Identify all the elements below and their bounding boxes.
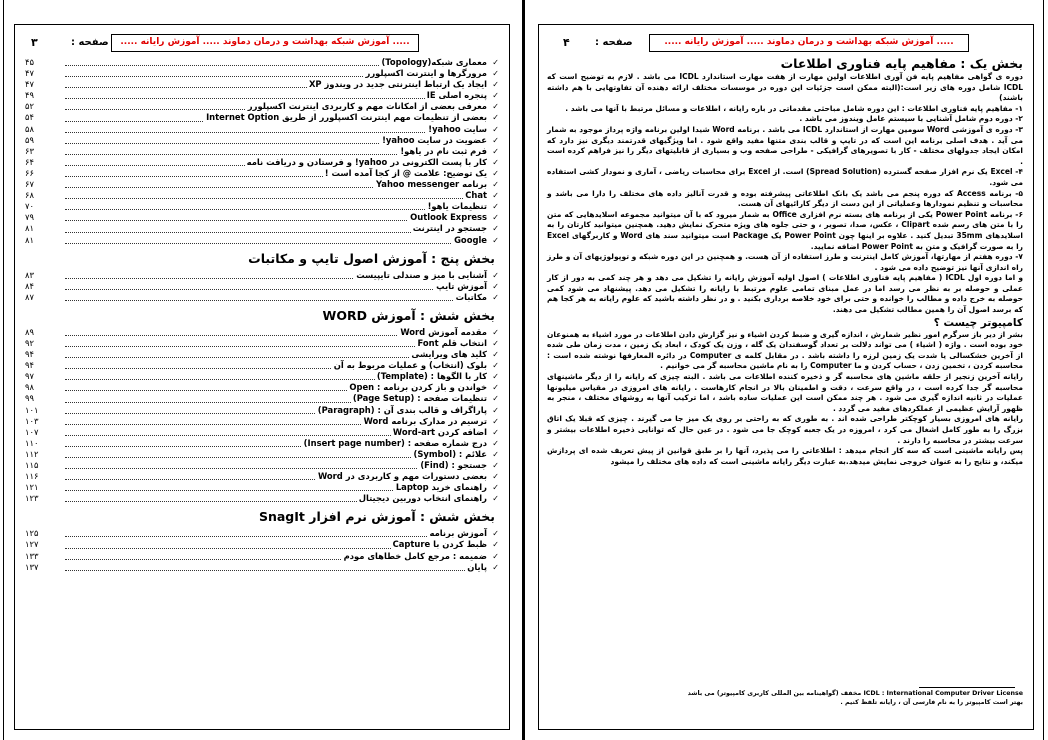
toc-entry-page: ۸۱: [25, 223, 34, 234]
check-mark-icon: ✓: [492, 529, 499, 539]
toc-entry: [25, 201, 499, 212]
check-mark-icon: ✓: [492, 372, 499, 382]
toc-entry-page: ۵۲: [25, 101, 34, 112]
toc-entry: [25, 349, 499, 360]
paragraph: رایانه آخرین زنجیر از حلقه ماشین های محاسبه گر و ذخیره کننده اطلاعات می باشد . البته چیزی که رایانه را از دیگر ماشینهای محاسبه گر جدا کرده است ، در واقع سرعت ، دقت و اطمینان بالا در انجام کارهاست . رایانه های امروزی در مقیاس میلیونها عملیات در ثانیه اندازه گیری می شود . هر چند ممکن است این عملیات ساده باشد ، اما ترکیب آنها به روشهای مختلف ، منجر به ظهور آرایش عظیمی از عملکردهای مفید می گردد .: [547, 372, 1023, 413]
toc-entry-title: معرفی بعضی از امکانات مهم و کاربردی اینترنت اکسپلورر: [247, 101, 487, 112]
toc-entry-page: ۵۴: [25, 112, 34, 123]
toc-group: [25, 57, 499, 246]
page-label: صفحه :: [595, 37, 633, 48]
toc-entry-title: جستجو : (Find): [420, 460, 487, 470]
sheet-edge-right: [1043, 0, 1044, 740]
check-mark-icon: ✓: [492, 449, 499, 459]
toc-entry: [25, 68, 499, 79]
dot-leader: [65, 289, 487, 290]
section-title: بخش یک : مفاهیم پایه فناوری اطلاعات: [780, 56, 1023, 71]
check-mark-icon: ✓: [492, 361, 499, 371]
toc-entry: [25, 292, 499, 303]
toc-entry-title: درج شماره صفحه : (Insert page number): [303, 437, 487, 448]
check-mark-icon: ✓: [492, 483, 499, 493]
toc-entry-page: ۴۵: [25, 57, 34, 67]
footnote: ICDL : International Computer Driver License مخفف (گواهینامه بین المللی کاربری کامپیوتر) می باشد: [687, 690, 1023, 697]
paragraph: ۲- دوره دوم شامل آشنایی با سیستم عامل ویندوز می باشد .: [799, 114, 1023, 124]
toc-entry: [25, 179, 499, 190]
toc-entry: [25, 562, 499, 573]
toc-entry-title: Google: [454, 234, 487, 245]
paragraph-block: [547, 330, 1023, 468]
toc-entry-title: آموزش تایپ: [436, 280, 487, 291]
toc-entry: [25, 528, 499, 539]
toc-entry-title: معماری شبکه(Topology): [381, 57, 487, 67]
toc-entry: [25, 471, 499, 482]
toc-entry: [25, 281, 499, 292]
toc-group: [25, 327, 499, 505]
toc-entry-page: ۸۳: [25, 269, 34, 280]
toc-entry-title: یک توضیح: علامت @ از کجا آمده است !: [324, 167, 487, 178]
toc-entry-page: ۶۳: [25, 145, 34, 156]
toc-entry-page: ۱۳۳: [25, 550, 39, 561]
toc-entry-page: ۸۹: [25, 326, 34, 337]
toc-entry-title: سایت yahoo!: [428, 123, 487, 134]
toc-entry: [25, 449, 499, 460]
check-mark-icon: ✓: [492, 80, 499, 90]
toc-entry-title: پایان: [467, 561, 487, 572]
toc-entry: [25, 327, 499, 338]
paragraph: پس رایانه ماشینی است که سه کار انجام میدهد : اطلاعاتی را می پذیرد، آنها را بر طبق قوانین از پیش تعریف شده ای پردازش میکند، و نتایج را به عنوان خروجی نمایش میدهد.به عبارت دیگر رایانه ماشینی است که داده های مختلف را میشود: [547, 446, 1023, 466]
check-mark-icon: ✓: [492, 562, 499, 572]
page-label: صفحه :: [71, 37, 109, 48]
header-title-box: ..... آموزش شبکه بهداشت و درمان دماوند ..... آموزش رایانه .....: [649, 34, 969, 52]
toc-entry-title: بعضی دستورات مهم و کاربردی در Word: [317, 471, 487, 482]
toc-entry-title: انتخاب قلم Font: [417, 337, 487, 348]
toc-entry-page: ۵۹: [25, 134, 34, 145]
check-mark-icon: ✓: [492, 224, 499, 234]
toc-entry-page: ۱۰۱: [25, 404, 39, 415]
toc-entry-page: ۱۰۷: [25, 426, 39, 437]
toc-entry: [25, 382, 499, 393]
toc-entry: [25, 493, 499, 504]
paragraph: ۶- برنامه Power Point یکی از برنامه های بسته نرم افزاری Office به شمار میرود که با آن میتوانید مجموعه اسلایدهایی که متن را با متن های رسم شده Clipart ، عکس، صدا، تصویر ، و حتی جلوه های ویژه متحرک نمایش دهید. همچنین میتوانید کارتان را به اسلایدهای 35mm تبدیل کنید . علاوه بر اینها چون Power Point یک Package است میتوانید سند های Word و کاربرگهای Excel را به صورت گرافیک و متن به Power Point اضافه نمایید.: [547, 209, 1024, 251]
toc-entry-title: ظبط کردن با Capture: [392, 539, 487, 550]
paragraph: بشر از دیر باز سرگرم امور نظیر شمارش ، اندازه گیری و ضبط کردن اشیاء و نیز گزارش دادن اطلاعات در مورد اشیاء به همنوعان خود بوده است . واژه ( اشیاء ) می تواند دلالت بر تعداد گوسفندان یک گله ، وزن یک کودک ، ابعاد یک زمین ، مدت زمان طی شده از آخرین خشکسالی یا شدت یک زمین لرزه را داشته باشد . در مقابل کلمه ی Computer در دائره المعارفها نوشته شده است : محاسبه کردن ، تخمین زدن ، حساب کردن و ما Computer را به نام ماشین محاسبه گر می خوانیم .: [547, 329, 1023, 371]
toc-entry: [25, 146, 499, 157]
toc-entry-title: راهنمای انتخاب دوربین دیجیتال: [358, 493, 487, 504]
sheet-edge-left: [3, 0, 4, 740]
check-mark-icon: ✓: [492, 494, 499, 504]
toc-entry-title: ضمیمه : مرجع کامل خطاهای مودم: [343, 550, 487, 561]
toc-entry-title: جستجو در اینترنت: [412, 223, 487, 234]
toc-entry: [25, 135, 499, 146]
toc-entry-title: ایجاد یک ارتباط اینترنتی جدید در ویندوز XP: [308, 79, 487, 90]
body-text: [547, 55, 1023, 467]
check-mark-icon: ✓: [492, 338, 499, 348]
toc-entry: [25, 79, 499, 90]
toc-group: [25, 528, 499, 572]
toc-entry: [25, 360, 499, 371]
check-mark-icon: ✓: [492, 551, 499, 561]
check-mark-icon: ✓: [492, 58, 499, 67]
toc-entry: [25, 539, 499, 550]
check-mark-icon: ✓: [492, 191, 499, 201]
toc-entry-title: بلوک (انتخاب) و عملیات مربوط به آن: [333, 360, 487, 371]
toc-entry: [25, 57, 499, 68]
toc-entry-title: ترسیم در مدارک برنامه Word: [363, 415, 487, 426]
toc-entry: [25, 427, 499, 438]
paragraph: ۳- دوره ی آموزشی Word سومین مهارت از استاندارد ICDL می باشد . برنامه Word شیدا اولین برنامه واژه پرداز موجود به شمار می آید . هدف اصلی برنامه این است که در تایپ و قالب بندی متنها مفید واقع شود . اما ویژگیهای قدرتمند دیگری نیز دارد که امکان ایجاد جدولهای مختلف - کار با تصویرهای گرافیکی - طراحی صفحه وب و بسیاری از قابلیتهای دیگر را نیز فراهم کرده است .: [547, 124, 1023, 166]
check-mark-icon: ✓: [492, 350, 499, 360]
toc-entry-title: آموزش برنامه: [429, 528, 487, 539]
check-mark-icon: ✓: [492, 281, 499, 291]
dot-leader: [65, 132, 487, 133]
dot-leader: [65, 536, 487, 537]
toc-entry-title: بعضی از تنظیمات مهم اینترنت اکسپلورر از طریق Internet Option: [206, 112, 487, 123]
paragraph: ۱- مفاهیم پایه فناوری اطلاعات : این دوره شامل مباحثی مقدماتی در باره رایانه ، اطلاعات و مسائل مرتبط با آنها می باشد .: [565, 103, 1023, 113]
toc-entry-title: کار با الگوها : (Template): [376, 371, 487, 382]
check-mark-icon: ✓: [492, 124, 499, 134]
toc-entry-title: علائم : (Symbol): [413, 448, 487, 459]
footnotes: [547, 689, 1023, 707]
paragraph: ۴- Excel یک نرم افزار صفحه گسترده (Spread Solution) است. از Excel برای محاسبات ریاضی ، آماری و نمودار کشی استفاده می شود.: [547, 167, 1023, 187]
paragraph: رایانه های امروزی بسیار کوچکتر طراحی شده اند . به طوری که به راحتی بر روی یک میز جا می گیرند . چیزی که قبلا یک اتاق بزرگ را به طور کامل اشغال می کرد ، امروزه در یک جعبه کوچک جا می شود . در عین حال که توانایی ذخیره اطلاعات بیشتر و سرعت بیشتر در محاسبه را دارند .: [547, 414, 1023, 445]
toc-entry: [25, 405, 499, 416]
dot-leader: [65, 98, 487, 99]
toc-entry-page: ۱۱۲: [25, 448, 39, 459]
paragraph-block: [547, 72, 1023, 316]
toc-entry-page: ۱۲۵: [25, 528, 39, 539]
toc-entry-page: ۷۰: [25, 201, 34, 212]
footnote-rule: [919, 687, 1015, 688]
paragraph: و اما دوره اول ICDL ( مفاهیم پایه فناوری اطلاعات ) اصول اولیه آموزش رایانه را تشکیل می دهد و هر چند کمی به دور از کار عملی و حوصله بر به نظر می رسد اما در عمل مبنای تمامی علوم مرتبط با رایانه را تشکیل می دهد. پیشنهاد می شود کمی حوصله به خرج داده و مطالب را خوانده و حتی برای خود خلاصه برداری بکنید . و در نظر داشته باشید که علوم رایانه به هر کجا هم که برسد اصول آن را همین مطالب تشکیل می دهند.: [547, 273, 1023, 315]
toc-entry-page: ۸۱: [25, 234, 34, 245]
toc-entry-page: ۴۷: [25, 79, 34, 90]
toc-entry-page: ۹۲: [25, 337, 34, 348]
check-mark-icon: ✓: [492, 438, 499, 448]
toc-entry: [25, 124, 499, 135]
toc-entry-page: ۱۱۵: [25, 460, 39, 470]
toc-entry-page: ۸۴: [25, 280, 34, 291]
paragraph: ۵- برنامه Access که دوره پنجم می باشد یک بانک اطلاعاتی پیشرفته بوده و قدرت آنالیز داده های مختلف را دارا می باشد و محاسبات و تنظیم نمودارها وعملیاتی از این دست از دیگر کارائیهای آن هست.: [547, 188, 1023, 209]
toc-entry: [25, 416, 499, 427]
check-mark-icon: ✓: [492, 135, 499, 145]
toc-entry-page: ۹۹: [25, 393, 34, 404]
dot-leader: [65, 198, 487, 199]
toc-entry-title: کلید های ویرایشی: [411, 349, 487, 360]
check-mark-icon: ✓: [492, 461, 499, 470]
toc-entry-page: ۶۷: [25, 179, 34, 190]
section-heading: بخش شش : آموزش WORD: [322, 307, 495, 323]
toc-entry: [25, 393, 499, 404]
toc-entry-title: آشنایی با میز و صندلی تایپیست: [356, 269, 487, 280]
check-mark-icon: ✓: [492, 180, 499, 190]
subheading: کامپیوتر چیست ؟: [933, 316, 1023, 329]
dot-leader: [65, 300, 487, 301]
paragraph: دوره ی گواهی مفاهیم پایه فن آوری اطلاعات اولین مهارت از هفت مهارت استاندارد ICDL می باشد . لازم به توضیح است که ICDL شامل دوره های زیر است:(البته ممکن است جزئیات این دوره در موسسات مختلف ارائه دهنده آن تفاوتهایی با هم داشته باشند): [547, 72, 1023, 103]
toc-entry: [25, 112, 499, 123]
check-mark-icon: ✓: [492, 292, 499, 302]
table-of-contents: [25, 57, 499, 573]
toc-entry-title: عضویت در سایت yahoo!: [382, 134, 487, 145]
toc-entry-page: ۸۷: [25, 291, 34, 302]
toc-entry: [25, 482, 499, 493]
toc-entry-title: مرورگرها و اینترنت اکسپلورر: [365, 68, 487, 79]
toc-entry: [25, 371, 499, 382]
toc-entry-title: تنظیمات صفحه : (Page Setup): [352, 393, 487, 404]
toc-entry-page: ۴۷: [25, 68, 34, 79]
toc-entry: [25, 168, 499, 179]
footnote: بهتر است کامپیوتر را به نام فارسی آن ، رایانه تلفظ کنیم .: [840, 699, 1023, 706]
toc-entry-page: ۶۶: [25, 167, 34, 178]
toc-entry-page: ۷۹: [25, 212, 34, 223]
toc-entry: [25, 270, 499, 281]
section-heading: بخش شش : آموزش نرم افزار SnagIt: [258, 509, 495, 525]
toc-entry-title: برنامه Yahoo messenger: [376, 179, 487, 190]
check-mark-icon: ✓: [492, 235, 499, 245]
toc-entry-title: تنظیمات یاهو!: [427, 201, 487, 212]
check-mark-icon: ✓: [492, 102, 499, 112]
dot-leader: [65, 570, 487, 571]
toc-entry: [25, 460, 499, 471]
check-mark-icon: ✓: [492, 168, 499, 178]
toc-entry-title: فرم ثبت نام در یاهو!: [400, 145, 487, 156]
toc-entry-page: ۶۴: [25, 156, 34, 167]
toc-entry-page: ۹۴: [25, 360, 34, 371]
toc-entry-page: ۵۸: [25, 123, 34, 134]
toc-entry-page: ۱۲۷: [25, 539, 39, 550]
toc-entry-page: ۹۴: [25, 349, 34, 360]
toc-entry: [25, 157, 499, 168]
page-header: [23, 34, 501, 52]
toc-entry: [25, 223, 499, 234]
check-mark-icon: ✓: [492, 472, 499, 482]
check-mark-icon: ✓: [492, 91, 499, 101]
toc-entry-title: Outlook Express: [410, 212, 487, 223]
toc-entry-page: ۱۲۱: [25, 482, 39, 493]
toc-entry-page: ۱۲۳: [25, 493, 39, 504]
check-mark-icon: ✓: [492, 405, 499, 415]
page-header: [547, 34, 1025, 52]
check-mark-icon: ✓: [492, 427, 499, 437]
toc-entry: [25, 338, 499, 349]
toc-entry: [25, 551, 499, 562]
toc-entry-page: ۱۱۰: [25, 437, 39, 448]
check-mark-icon: ✓: [492, 394, 499, 404]
toc-entry: [25, 190, 499, 201]
toc-entry: [25, 101, 499, 112]
page-number: ۴: [563, 36, 570, 49]
toc-page: [14, 24, 510, 730]
check-mark-icon: ✓: [492, 113, 499, 123]
toc-entry: [25, 212, 499, 223]
toc-entry: [25, 90, 499, 101]
check-mark-icon: ✓: [492, 416, 499, 426]
toc-entry-title: خواندن و باز کردن برنامه : Open: [349, 382, 487, 393]
check-mark-icon: ✓: [492, 157, 499, 167]
toc-entry-page: ۹۸: [25, 382, 34, 393]
toc-entry-title: مقدمه آموزش Word: [400, 326, 487, 337]
check-mark-icon: ✓: [492, 202, 499, 212]
header-title-box: ..... آموزش شبکه بهداشت و درمان دماوند ..... آموزش رایانه .....: [111, 34, 419, 52]
check-mark-icon: ✓: [492, 270, 499, 280]
dot-leader: [65, 243, 487, 244]
check-mark-icon: ✓: [492, 383, 499, 393]
section-heading: بخش پنج : آموزش اصول تایپ و مکاتبات: [248, 250, 495, 266]
toc-entry-page: ۹۷: [25, 371, 34, 382]
toc-entry-page: ۴۹: [25, 90, 34, 101]
toc-entry-title: اضافه کردن Word-art: [392, 426, 487, 437]
content-page: [538, 24, 1034, 730]
toc-entry: [25, 235, 499, 246]
toc-entry-page: ۱۳۷: [25, 561, 39, 572]
toc-entry-title: پاراگراف و قالب بندی آن : (Paragraph): [317, 404, 487, 415]
toc-entry-title: پنجره اصلی IE: [426, 90, 487, 101]
page-number: ۳: [31, 36, 38, 49]
toc-entry-title: مکاتبات: [455, 291, 487, 302]
check-mark-icon: ✓: [492, 540, 499, 550]
dot-leader: [65, 209, 487, 210]
check-mark-icon: ✓: [492, 213, 499, 223]
toc-entry-page: ۱۱۶: [25, 471, 39, 482]
toc-entry-title: راهنمای خرید Laptop: [395, 482, 487, 493]
toc-entry-page: ۶۸: [25, 190, 34, 201]
check-mark-icon: ✓: [492, 327, 499, 337]
check-mark-icon: ✓: [492, 146, 499, 156]
toc-entry: [25, 438, 499, 449]
check-mark-icon: ✓: [492, 69, 499, 79]
page-divider: [522, 0, 525, 740]
toc-entry-page: ۱۰۳: [25, 415, 39, 426]
paragraph: ۷- دوره هفتم از مهارتها، آموزش کامل اینترنت و طرز استفاده از آن هست. و همچنین در این دوره شبکه و توپولوژیهای آن و طرز راه اندازی آنها نیز توضیح داده می شود .: [547, 252, 1023, 272]
toc-entry-title: Chat: [465, 190, 487, 201]
toc-group: [25, 270, 499, 303]
toc-entry-title: کار با پست الکترونی در yahoo! و فرستادن و دریافت نامه: [246, 156, 487, 167]
